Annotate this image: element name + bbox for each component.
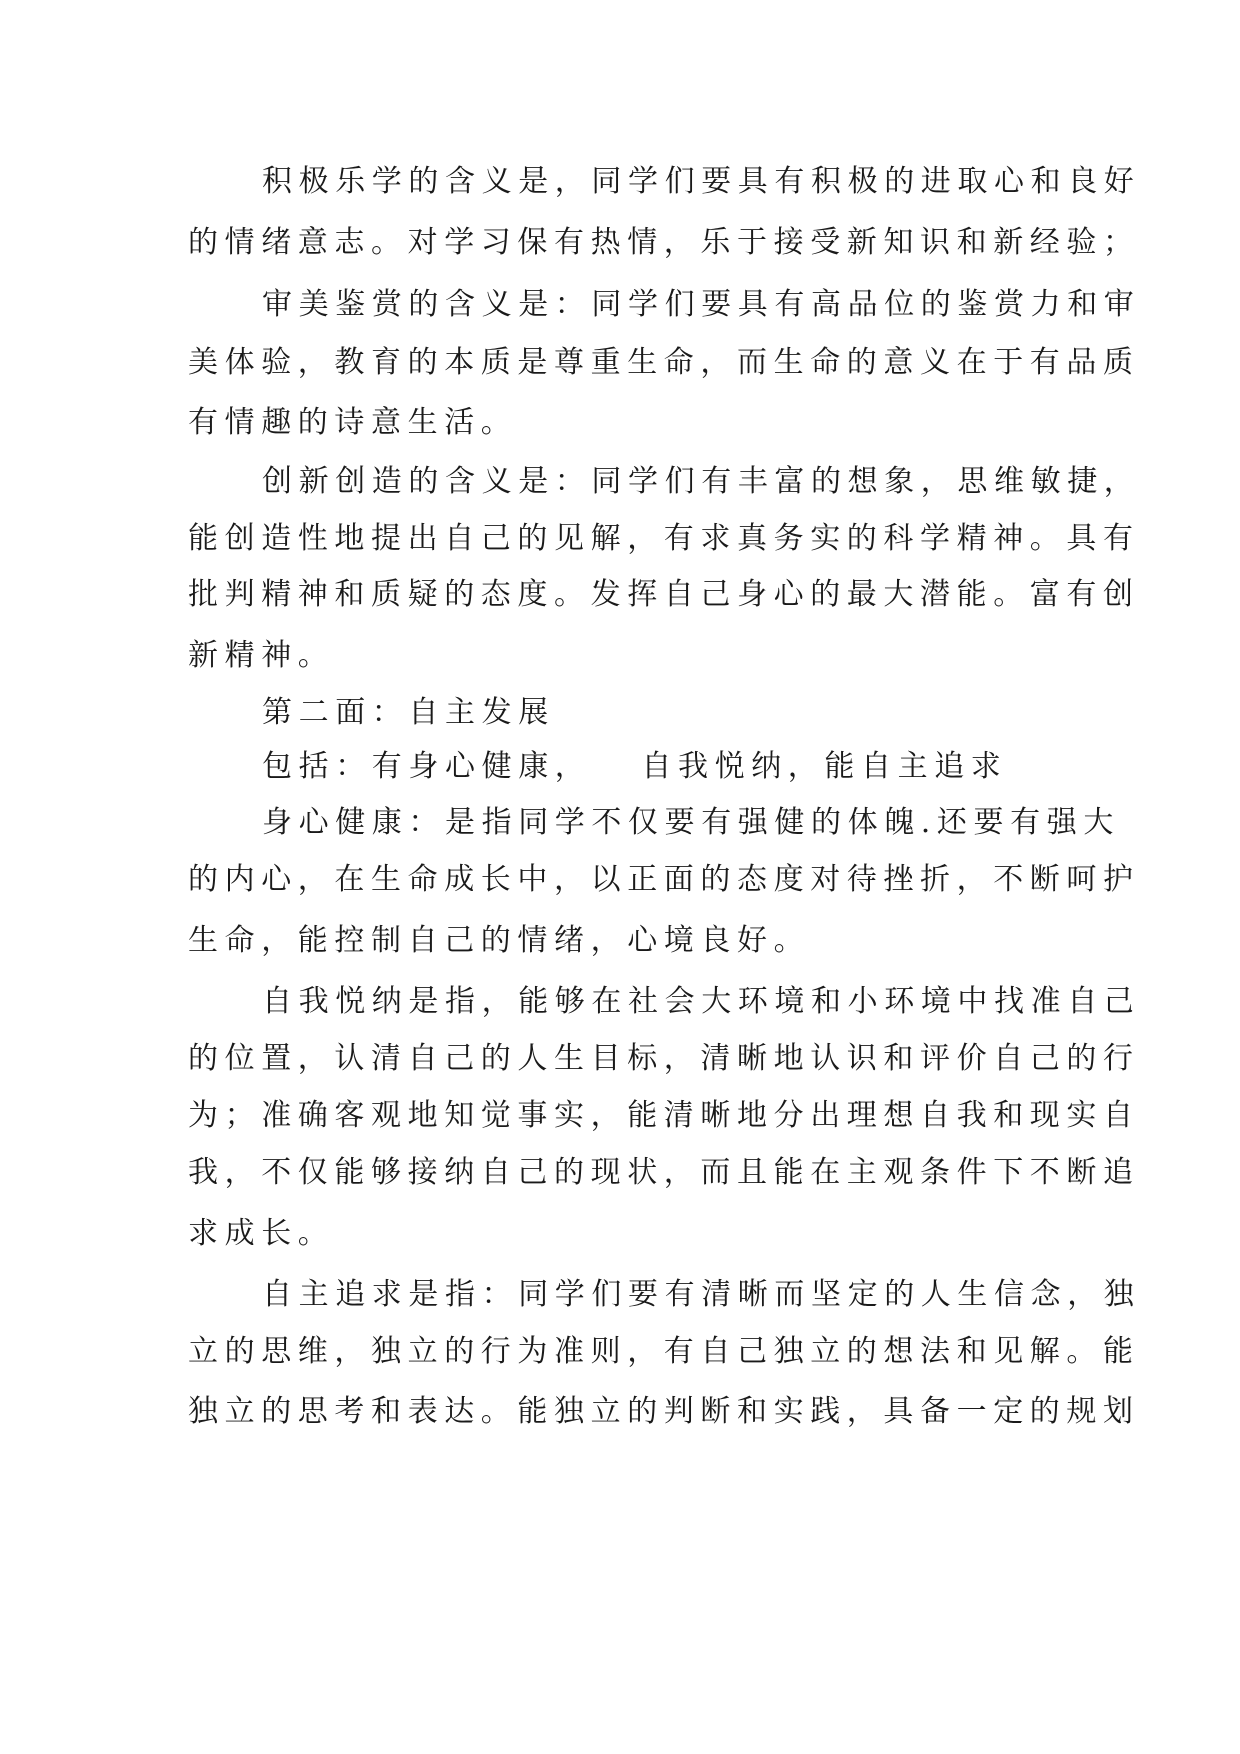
section-heading: 第二面：自主发展 bbox=[262, 695, 555, 730]
paragraph-line: 我，不仅能够接纳自己的现状，而且能在主观条件下不断追 bbox=[188, 1155, 1140, 1190]
paragraph-line: 审美鉴赏的含义是：同学们要具有高品位的鉴赏力和审 bbox=[262, 287, 1141, 322]
paragraph-line: 批判精神和质疑的态度。发挥自己身心的最大潜能。富有创 bbox=[188, 577, 1140, 612]
paragraph-line: 美体验，教育的本质是尊重生命，而生命的意义在于有品质 bbox=[188, 345, 1140, 380]
paragraph-line: 的位置，认清自己的人生目标，清晰地认识和评价自己的行 bbox=[188, 1041, 1140, 1076]
paragraph-line bbox=[262, 747, 1092, 787]
paragraph-line: 独立的思考和表达。能独立的判断和实践，具备一定的规划 bbox=[188, 1394, 1140, 1429]
paragraph-line: 身心健康：是指同学不仅要有强健的体魄.还要有强大 bbox=[262, 805, 1120, 840]
paragraph-line: 求成长。 bbox=[188, 1216, 335, 1251]
paragraph-line: 有情趣的诗意生活。 bbox=[188, 405, 518, 440]
paragraph-line: 积极乐学的含义是，同学们要具有积极的进取心和良好 bbox=[262, 164, 1141, 199]
includes-part-1: 包括：有身心健康， bbox=[262, 749, 592, 784]
paragraph-line: 立的思维，独立的行为准则，有自己独立的想法和见解。能 bbox=[188, 1334, 1140, 1369]
includes-part-2: 自我悦纳，能自主追求 bbox=[641, 749, 1008, 784]
paragraph-line: 的内心，在生命成长中，以正面的态度对待挫折，不断呵护 bbox=[188, 862, 1140, 897]
paragraph-line: 创新创造的含义是：同学们有丰富的想象，思维敏捷， bbox=[262, 464, 1141, 499]
paragraph-line: 能创造性地提出自己的见解，有求真务实的科学精神。具有 bbox=[188, 521, 1140, 556]
paragraph-line: 为；准确客观地知觉事实，能清晰地分出理想自我和现实自 bbox=[188, 1098, 1140, 1133]
paragraph-line: 生命，能控制自己的情绪，心境良好。 bbox=[188, 923, 811, 958]
paragraph-line: 新精神。 bbox=[188, 638, 335, 673]
paragraph-line: 自我悦纳是指，能够在社会大环境和小环境中找准自己 bbox=[262, 984, 1141, 1019]
paragraph-line: 的情绪意志。对学习保有热情，乐于接受新知识和新经验； bbox=[188, 225, 1140, 260]
paragraph-line: 自主追求是指：同学们要有清晰而坚定的人生信念，独 bbox=[262, 1277, 1141, 1312]
